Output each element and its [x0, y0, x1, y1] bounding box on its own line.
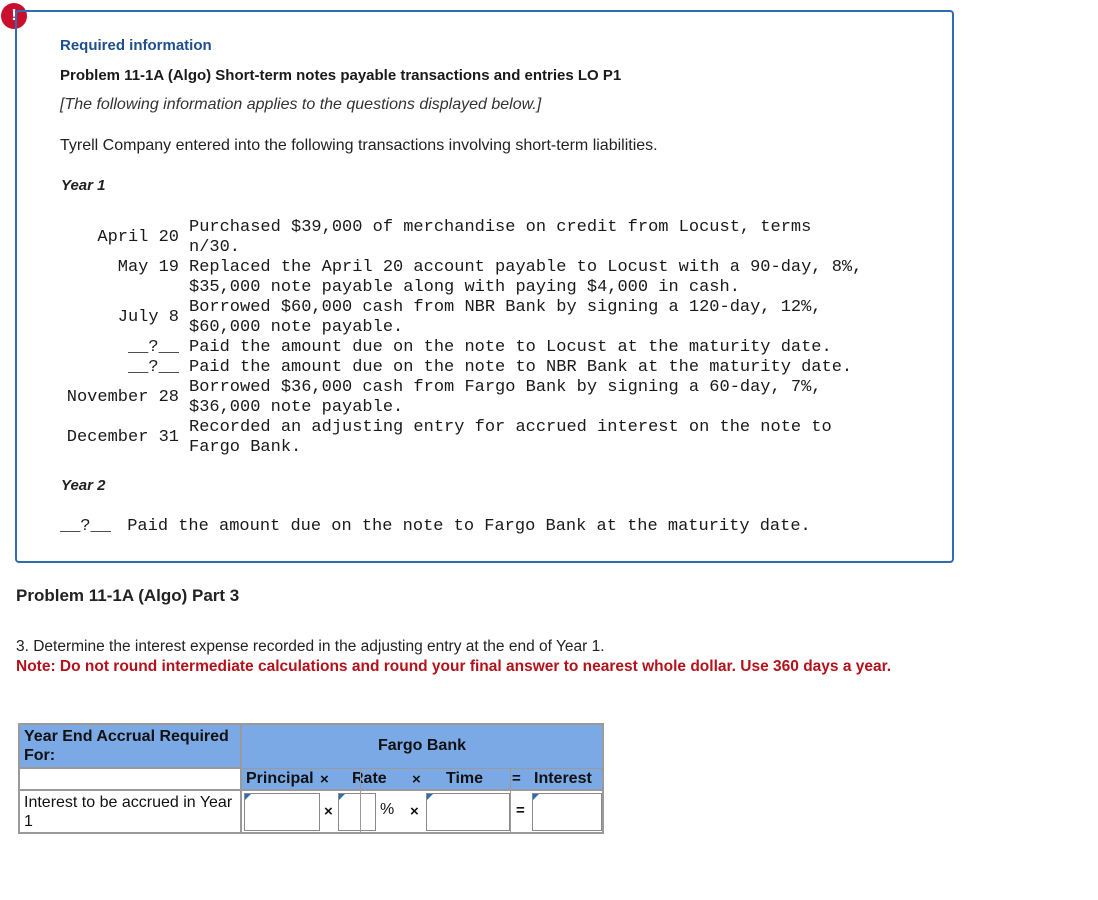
times-symbol: ×: [412, 771, 421, 788]
part-title: Problem 11-1A (Algo) Part 3: [16, 586, 240, 605]
transaction-line: Borrowed $60,000 cash from NBR Bank by signing a 120-day, 12%,: [189, 298, 822, 317]
alert-icon: !: [1, 3, 27, 29]
transaction-line: Recorded an adjusting entry for accrued interest on the note to: [189, 418, 832, 437]
row-label: Interest to be accrued in Year 1: [20, 791, 242, 832]
col-rate: Rate: [352, 770, 387, 787]
interest-input[interactable]: [532, 793, 602, 831]
transaction-line: Fargo Bank.: [189, 438, 302, 457]
problem-title: Problem 11-1A (Algo) Short-term notes payable transactions and entries LO P1: [60, 67, 622, 84]
input-row: [242, 791, 602, 832]
intro-text: Tyrell Company entered into the following transactions involving short-term liabilities.: [60, 137, 658, 154]
time-input[interactable]: [426, 793, 510, 831]
input-marker: [533, 794, 539, 800]
times-symbol: ×: [320, 771, 329, 788]
row-header: Year End Accrual Required For:: [20, 725, 242, 769]
transaction-date-unknown: __?__: [60, 517, 112, 536]
question-text: 3. Determine the interest expense recorded in the adjusting entry at the end of Year 1.: [16, 638, 605, 655]
row-header-spacer: [20, 769, 242, 791]
transaction-description: [189, 378, 822, 418]
principal-input[interactable]: [244, 793, 320, 831]
input-marker: [339, 794, 345, 800]
transaction-date: December 31: [66, 428, 179, 447]
transaction-line: Paid the amount due on the note to NBR Bank at the maturity date.: [189, 358, 853, 377]
transaction-description: [189, 418, 832, 458]
year2-label: Year 2: [61, 477, 106, 494]
transaction-line: Purchased $39,000 of merchandise on credit from Locust, terms: [189, 218, 812, 237]
times-symbol: ×: [410, 803, 419, 820]
transaction-line: $36,000 note payable.: [189, 398, 404, 417]
times-symbol: ×: [324, 803, 333, 820]
column-divider: [360, 769, 361, 832]
subheader-row: [242, 769, 602, 791]
input-marker: [427, 794, 433, 800]
transaction-description: Paid the amount due on the note to Fargo Bank at the maturity date.: [127, 517, 811, 536]
transaction-line: Borrowed $36,000 cash from Fargo Bank by signing a 60-day, 7%,: [189, 378, 822, 397]
column-divider: [510, 769, 511, 832]
transaction-line: Paid the amount due on the note to Locust at the maturity date.: [189, 338, 832, 357]
transaction-date-unknown: __?__: [127, 338, 179, 357]
col-principal: Principal: [246, 770, 314, 787]
transaction-description: [189, 258, 862, 298]
col-interest: Interest: [534, 770, 592, 787]
transaction-line: $35,000 note payable along with paying $4,000 in cash.: [189, 278, 740, 297]
col-time: Time: [446, 770, 484, 787]
year2-transaction: [60, 517, 811, 536]
applies-note: [The following information applies to the questions displayed below.]: [60, 96, 542, 113]
percent-symbol: %: [380, 801, 395, 818]
interest-accrual-table: [18, 723, 604, 834]
equals-symbol: =: [516, 802, 525, 819]
transaction-date: November 28: [66, 388, 179, 407]
input-marker: [245, 794, 251, 800]
required-information-title: Required information: [60, 37, 212, 54]
transaction-description: [189, 358, 852, 378]
transaction-date: May 19: [117, 258, 179, 277]
transaction-date: April 20: [97, 228, 179, 247]
transaction-line: n/30.: [189, 238, 241, 257]
transaction-description: [189, 218, 811, 258]
transaction-line: Replaced the April 20 account payable to Locust with a 90-day, 8%,: [189, 258, 863, 277]
transaction-description: [189, 298, 822, 338]
transaction-line: $60,000 note payable.: [189, 318, 404, 337]
transaction-date: July 8: [117, 308, 179, 327]
group-header: Fargo Bank: [242, 725, 602, 769]
transaction-date-unknown: __?__: [127, 358, 179, 377]
transaction-description: [189, 338, 832, 358]
rate-input[interactable]: [338, 793, 376, 831]
equals-symbol: =: [512, 770, 521, 787]
instruction-note: Note: Do not round intermediate calculations and round your final answer to nearest whole dollar. Use 360 days a year.: [16, 658, 892, 675]
year1-label: Year 1: [61, 177, 106, 194]
